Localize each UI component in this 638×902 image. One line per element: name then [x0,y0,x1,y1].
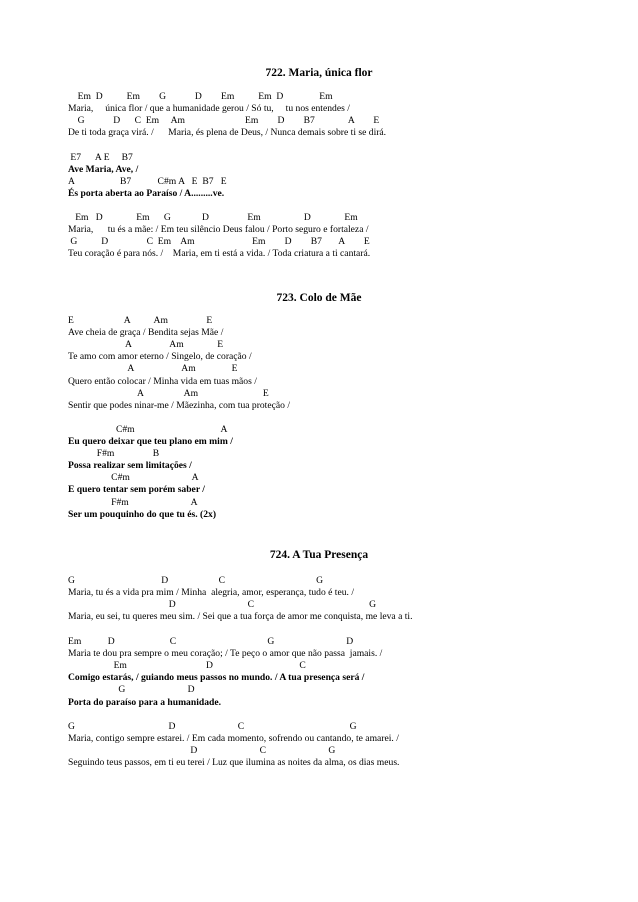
lyric-line: De ti toda graça virá. / Maria, és plena de Deus, / Nunca demais sobre ti se dirá. [68,127,387,139]
lyric-line: Te amo com amor eterno / Singelo, de coração / [68,351,252,363]
chord-line: A Am E [68,363,238,375]
chord-line: A B7 C#m A E B7 E [68,175,227,187]
lyric-line: Maria, tu és a vida pra mim / Minha alegria, amor, esperança, tudo é teu. / [68,587,354,599]
lyric-line: Teu coração é para nós. / Maria, em ti está a vida. / Toda criatura a ti cantará. [68,248,371,260]
lyric-line: Maria, contigo sempre estarei. / Em cada momento, sofrendo ou cantando, te amarei. / [68,732,399,744]
song-title-723: 723. Colo de Mãe [276,292,362,304]
song-title-724: 724. A Tua Presença [269,549,369,561]
lyric-line: Ser um pouquinho do que tu és. (2x) [68,508,217,520]
lyric-line: E quero tentar sem porém saber / [68,484,205,496]
chord-line: D C G [68,745,336,757]
lyric-line: Comigo estarás, / guiando meus passos no mundo. / A tua presença será / [68,672,365,684]
chord-line: Em D C [68,660,306,672]
chord-line: Em D Em G D Em Em D Em [68,91,333,102]
lyric-line: Maria, tu és a mãe: / Em teu silêncio Deus falou / Porto seguro e fortaleza / [68,224,369,236]
lyric-line: Ave Maria, Ave, / [68,163,139,175]
chord-line: F#m A [68,496,198,508]
chord-line: G D C G [68,575,324,586]
lyric-line: Maria te dou pra sempre o meu coração; / Te peço o amor que não passa jamais. / [68,647,383,659]
lyric-line: Sentir que podes ninar-me / Mãezinha, com tua proteção / [68,399,290,411]
chord-line: Em D C G D [68,635,354,647]
chord-line: D C G [68,599,377,611]
lyric-line: Seguindo teus passos, em ti eu terei / Luz que ilumina as noites da alma, os dias meus. [68,757,400,769]
chord-line: C#m A [68,423,228,435]
chord-line: G D C G [68,720,357,732]
chord-line: Em D Em G D Em D Em [68,212,358,223]
chord-line: C#m A [68,472,199,484]
lyric-line: Eu quero deixar que teu plano em mim / [68,436,233,447]
lyric-line: És porta aberta ao Paraíso / A.........ve. [68,187,225,199]
lyric-line: Porta do paraíso para a humanidade. [68,696,221,708]
lyric-line: Quero então colocar / Minha vida em tuas mãos / [68,375,257,387]
lyric-line: Maria, única flor / que a humanidade gerou / Só tu, tu nos entendes / [68,103,350,115]
chord-line: A Am E [68,387,269,399]
chord-line: G D [68,684,195,696]
lyric-line: Possa realizar sem limitações / [68,460,192,472]
chord-line: G D C Em Am Em D B7 A E [68,115,380,127]
chord-line: F#m B [68,448,160,460]
chord-line: A Am E [68,339,224,351]
lyric-line: Maria, eu sei, tu queres meu sim. / Sei que a tua força de amor me conquista, me leva a ti. [68,611,413,623]
chord-line: E7 A E B7 [68,151,133,163]
chord-line: G D C Em Am Em D B7 A E [68,236,370,248]
chord-line: E A Am E [68,315,213,326]
lyric-line: Ave cheia de graça / Bendita sejas Mãe / [68,327,224,339]
song-title-722: 722. Maria, única flor [265,67,373,79]
